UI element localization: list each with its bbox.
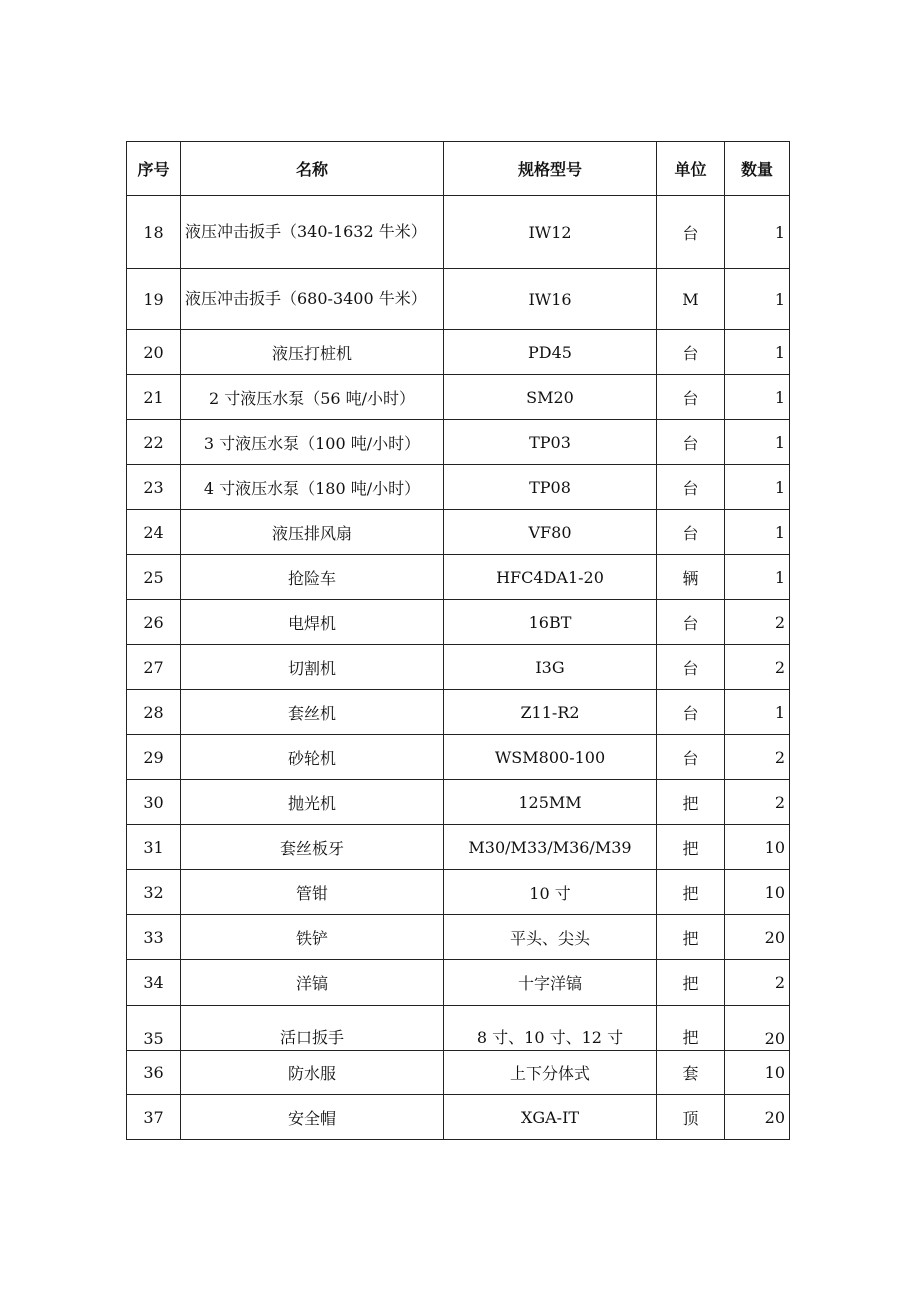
row-unit: 台: [657, 196, 725, 269]
row-spec: I3G: [444, 645, 657, 690]
row-qty: 10: [725, 870, 790, 915]
row-spec: 125MM: [444, 780, 657, 825]
row-qty: 10: [725, 825, 790, 870]
table-row: [127, 420, 790, 465]
row-number: 35: [127, 1006, 181, 1051]
row-spec: 平头、尖头: [444, 915, 657, 960]
row-number: 37: [127, 1095, 181, 1140]
table-row: [127, 510, 790, 555]
row-name: 电焊机: [181, 600, 444, 645]
row-spec: XGA-IT: [444, 1095, 657, 1140]
row-name: 套丝机: [181, 690, 444, 735]
row-unit: 台: [657, 735, 725, 780]
row-name: 液压冲击扳手（340-1632 牛米）: [181, 196, 444, 269]
row-number: 29: [127, 735, 181, 780]
row-name: 液压冲击扳手（680-3400 牛米）: [181, 269, 444, 330]
row-spec: 16BT: [444, 600, 657, 645]
row-unit: 辆: [657, 555, 725, 600]
row-qty: 20: [725, 1006, 790, 1051]
row-qty: 2: [725, 780, 790, 825]
row-name: 4 寸液压水泵（180 吨/小时）: [181, 465, 444, 510]
row-name: 活口扳手: [181, 1006, 444, 1051]
row-unit: 把: [657, 780, 725, 825]
table-row: [127, 960, 790, 1006]
row-name: 2 寸液压水泵（56 吨/小时）: [181, 375, 444, 420]
row-number: 23: [127, 465, 181, 510]
row-qty: 1: [725, 420, 790, 465]
row-number: 22: [127, 420, 181, 465]
row-qty: 1: [725, 510, 790, 555]
table-row: [127, 870, 790, 915]
row-name: 抢险车: [181, 555, 444, 600]
row-unit: 台: [657, 420, 725, 465]
row-unit: 台: [657, 645, 725, 690]
table-row: [127, 735, 790, 780]
row-qty: 2: [725, 735, 790, 780]
row-unit: 台: [657, 510, 725, 555]
row-number: 19: [127, 269, 181, 330]
row-qty: 20: [725, 915, 790, 960]
row-name: 洋镐: [181, 960, 444, 1006]
table-row: [127, 690, 790, 735]
row-spec: Z11-R2: [444, 690, 657, 735]
row-qty: 1: [725, 269, 790, 330]
row-number: 31: [127, 825, 181, 870]
row-spec: HFC4DA1-20: [444, 555, 657, 600]
row-qty: 1: [725, 330, 790, 375]
table-header-row: [127, 142, 790, 196]
row-name: 液压排风扇: [181, 510, 444, 555]
row-unit: 台: [657, 465, 725, 510]
row-qty: 10: [725, 1051, 790, 1095]
row-qty: 1: [725, 375, 790, 420]
row-unit: 台: [657, 600, 725, 645]
row-spec: WSM800-100: [444, 735, 657, 780]
row-number: 34: [127, 960, 181, 1006]
row-qty: 1: [725, 465, 790, 510]
row-number: 25: [127, 555, 181, 600]
row-number: 33: [127, 915, 181, 960]
row-unit: 把: [657, 960, 725, 1006]
table-row: [127, 375, 790, 420]
row-number: 32: [127, 870, 181, 915]
row-qty: 2: [725, 645, 790, 690]
row-spec: TP08: [444, 465, 657, 510]
row-spec: M30/M33/M36/M39: [444, 825, 657, 870]
row-name: 3 寸液压水泵（100 吨/小时）: [181, 420, 444, 465]
row-number: 28: [127, 690, 181, 735]
row-name: 安全帽: [181, 1095, 444, 1140]
row-spec: 上下分体式: [444, 1051, 657, 1095]
row-number: 24: [127, 510, 181, 555]
row-number: 36: [127, 1051, 181, 1095]
header-spec: 规格型号: [444, 142, 657, 196]
table-row: [127, 1006, 790, 1051]
row-qty: 2: [725, 960, 790, 1006]
row-name: 管钳: [181, 870, 444, 915]
row-unit: 台: [657, 330, 725, 375]
row-spec: IW16: [444, 269, 657, 330]
table-row: [127, 600, 790, 645]
row-spec: 8 寸、10 寸、12 寸: [444, 1006, 657, 1051]
row-unit: 把: [657, 825, 725, 870]
row-spec: SM20: [444, 375, 657, 420]
row-qty: 1: [725, 555, 790, 600]
row-qty: 2: [725, 600, 790, 645]
row-unit: 把: [657, 870, 725, 915]
row-name: 砂轮机: [181, 735, 444, 780]
row-spec: IW12: [444, 196, 657, 269]
row-name: 切割机: [181, 645, 444, 690]
row-unit: 把: [657, 915, 725, 960]
row-number: 27: [127, 645, 181, 690]
header-no: 序号: [127, 142, 181, 196]
table-row: [127, 1051, 790, 1095]
table-row: [127, 915, 790, 960]
row-unit: 台: [657, 375, 725, 420]
row-name: 防水服: [181, 1051, 444, 1095]
equipment-table: [126, 141, 790, 1140]
table-row: [127, 1095, 790, 1140]
table-row: [127, 645, 790, 690]
header-qty: 数量: [725, 142, 790, 196]
table-row: [127, 196, 790, 269]
row-unit: 把: [657, 1006, 725, 1051]
table-row: [127, 269, 790, 330]
row-unit: M: [657, 269, 725, 330]
row-spec: VF80: [444, 510, 657, 555]
row-name: 抛光机: [181, 780, 444, 825]
row-name: 液压打桩机: [181, 330, 444, 375]
table-row: [127, 555, 790, 600]
row-name: 套丝板牙: [181, 825, 444, 870]
row-name: 铁铲: [181, 915, 444, 960]
row-qty: 20: [725, 1095, 790, 1140]
table-row: [127, 825, 790, 870]
row-number: 21: [127, 375, 181, 420]
row-spec: 10 寸: [444, 870, 657, 915]
row-number: 18: [127, 196, 181, 269]
row-unit: 顶: [657, 1095, 725, 1140]
table-row: [127, 465, 790, 510]
table-row: [127, 780, 790, 825]
row-number: 20: [127, 330, 181, 375]
table-row: [127, 330, 790, 375]
row-unit: 台: [657, 690, 725, 735]
row-number: 30: [127, 780, 181, 825]
row-qty: 1: [725, 196, 790, 269]
row-qty: 1: [725, 690, 790, 735]
header-name: 名称: [181, 142, 444, 196]
row-number: 26: [127, 600, 181, 645]
row-unit: 套: [657, 1051, 725, 1095]
row-spec: TP03: [444, 420, 657, 465]
row-spec: PD45: [444, 330, 657, 375]
header-unit: 单位: [657, 142, 725, 196]
row-spec: 十字洋镐: [444, 960, 657, 1006]
